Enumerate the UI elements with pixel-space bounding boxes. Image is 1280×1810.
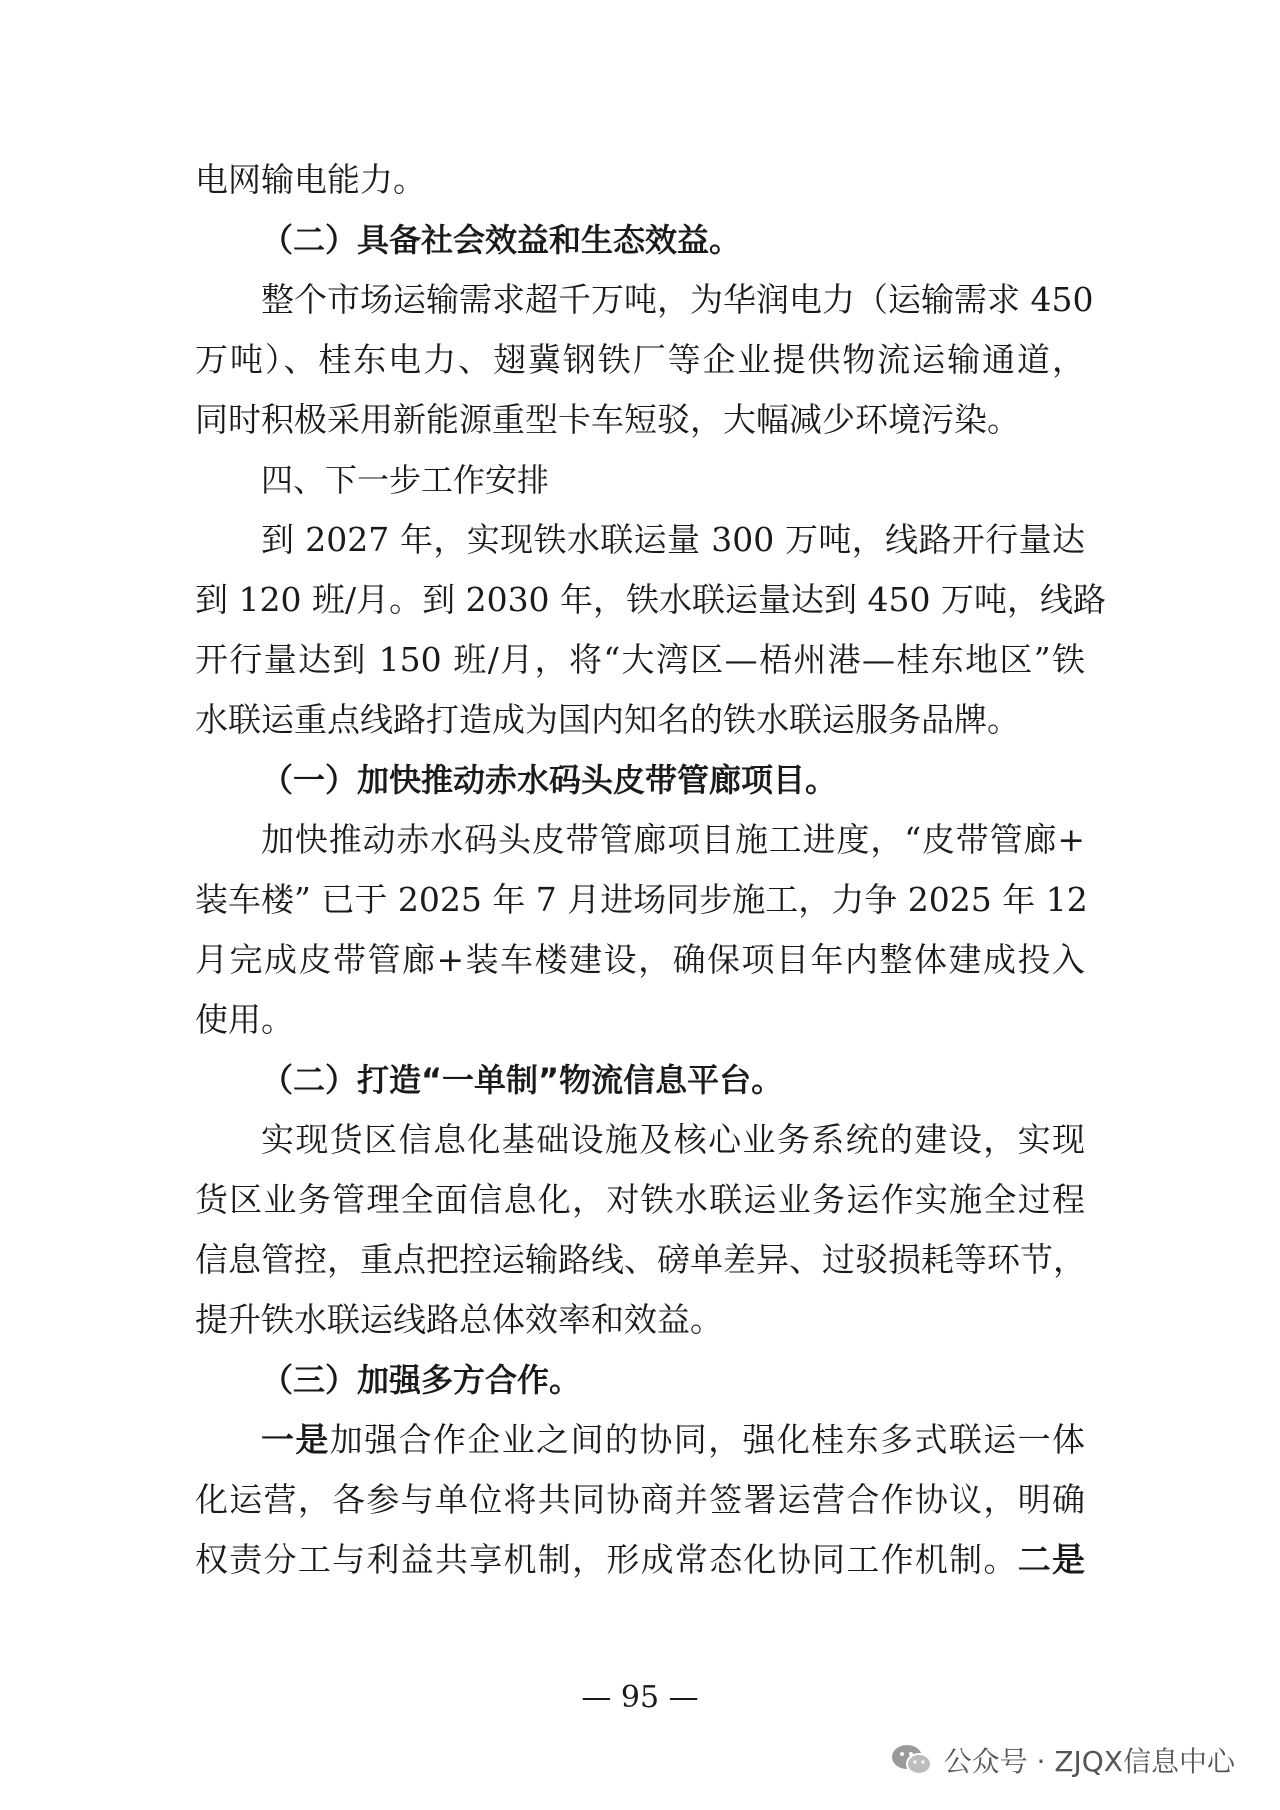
paragraph-line: 水联运重点线路打造成为国内知名的铁水联运服务品牌。 [195, 700, 1020, 739]
line-text: 加强合作企业之间的协同，强化桂东多式联运一体 [329, 1420, 1086, 1459]
paragraph-line: 整个市场运输需求超千万吨，为华润电力（运输需求 450 [261, 280, 1094, 319]
paragraph-line: 加快推动赤水码头皮带管廊项目施工进度，“皮带管廊+ [261, 820, 1085, 859]
section-heading: 四、下一步工作安排 [261, 461, 550, 499]
paragraph-line: 同时积极采用新能源重型卡车短驳，大幅减少环境污染。 [195, 400, 1020, 439]
paragraph-line: 万吨）、桂东电力、翅冀钢铁厂等企业提供物流运输通道， [195, 340, 1085, 379]
emphasis-lead: 一是 [261, 1420, 330, 1459]
paragraph-line: 提升铁水联运线路总体效率和效益。 [195, 1300, 723, 1339]
section-heading: （一）加快推动赤水码头皮带管廊项目。 [261, 761, 838, 799]
text-lines [195, 150, 1107, 1410]
page-number: — 95 — [581, 1680, 699, 1715]
paragraph-line: 实现货区信息化基础设施及核心业务系统的建设，实现 [261, 1120, 1085, 1159]
watermark [890, 1740, 1235, 1780]
paragraph-line: 到 2027 年，实现铁水联运量 300 万吨，线路开行量达 [261, 520, 1085, 559]
watermark-text: 公众号 · ZJQX信息中心 [943, 1745, 1235, 1778]
emphasis-tail: 二是 [1017, 1540, 1086, 1579]
line-text: 权责分工与利益共享机制，形成常态化协同工作机制。 [195, 1540, 1018, 1579]
paragraph-line: 装车楼” 已于 2025 年 7 月进场同步施工，力争 2025 年 12 [195, 880, 1088, 919]
section-heading: （二）打造“一单制”物流信息平台。 [261, 1061, 784, 1099]
line-text: 化运营，各参与单位将共同协商并签署运营合作协议，明确 [195, 1480, 1085, 1519]
document-body [195, 150, 1107, 1590]
paragraph-line: 信息管控，重点把控运输路线、磅单差异、过驳损耗等环节， [195, 1240, 1086, 1279]
paragraph-line [195, 1530, 1085, 1590]
paragraph-line [195, 1470, 1085, 1530]
section-heading: （二）具备社会效益和生态效益。 [261, 221, 742, 259]
paragraph-line: 开行量达到 150 班/月，将“大湾区—梧州港—桂东地区”铁 [195, 640, 1085, 679]
paragraph-line: 到 120 班/月。到 2030 年，铁水联运量达到 450 万吨，线路 [195, 580, 1107, 619]
paragraph-line: 使用。 [195, 1000, 294, 1039]
section-heading: （三）加强多方合作。 [261, 1361, 582, 1399]
wechat-icon [890, 1742, 934, 1778]
paragraph-line: 电网输电能力。 [195, 160, 426, 199]
paragraph-line [195, 1410, 1085, 1470]
paragraph-line: 月完成皮带管廊+装车楼建设，确保项目年内整体建成投入 [195, 940, 1085, 979]
paragraph-line: 货区业务管理全面信息化，对铁水联运业务运作实施全过程 [195, 1180, 1085, 1219]
